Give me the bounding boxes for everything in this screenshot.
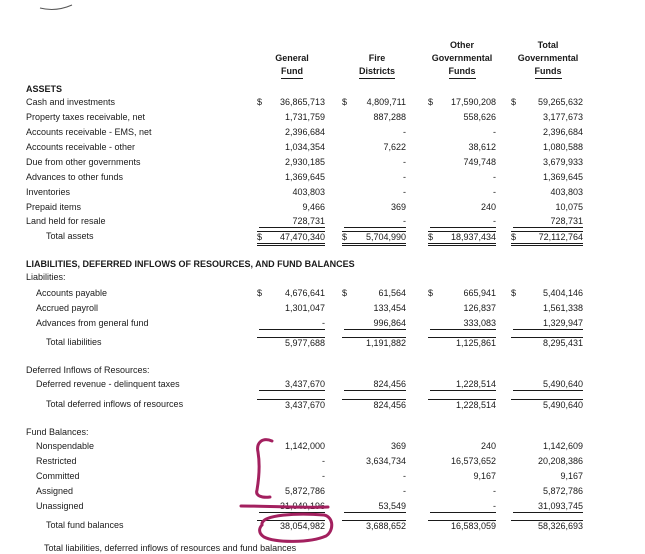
value-g-committed: -	[322, 471, 325, 481]
cell-g-total-fund-balances	[257, 520, 325, 532]
cell-o-nonspendable	[428, 441, 496, 452]
subtotal-rule	[344, 512, 406, 513]
value-g-land-held-for-resale: 728,731	[292, 216, 325, 226]
cell-g-advances-from-general-fund	[257, 318, 325, 329]
row-label-accrued-payroll: Accrued payroll	[36, 303, 99, 313]
cell-o-due-from-other-governments	[428, 157, 496, 168]
row-label-advances-to-other-funds: Advances to other funds	[26, 172, 124, 182]
cell-g-accounts-payable	[257, 288, 325, 299]
value-g-inventories: 403,803	[292, 187, 325, 197]
section-fund-balances: Fund Balances:	[26, 427, 89, 437]
cell-t-inventories	[511, 187, 583, 198]
cropped-top-text	[0, 0, 645, 12]
value-f-unassigned: 53,549	[378, 501, 406, 511]
value-t-deferred-revenue-delinquent-taxes: 5,490,640	[542, 379, 583, 389]
value-g-total-assets: 47,470,340	[279, 232, 325, 242]
section-assets: ASSETS	[26, 84, 63, 94]
value-o-inventories: -	[493, 187, 496, 197]
value-o-total-assets: 18,937,434	[450, 232, 496, 242]
cell-t-total-liabilities	[511, 337, 583, 349]
row-label-total-liabilities: Total liabilities	[46, 337, 102, 347]
value-o-accounts-receivable-other: 38,612	[468, 142, 496, 152]
row-label-deferred-revenue-delinquent-taxes: Deferred revenue - delinquent taxes	[36, 379, 180, 389]
value-f-accounts-payable: 61,564	[378, 288, 406, 298]
cell-o-committed	[428, 471, 496, 482]
value-g-advances-to-other-funds: 1,369,645	[284, 172, 325, 182]
value-t-nonspendable: 1,142,609	[542, 441, 583, 451]
cell-f-committed	[342, 471, 406, 482]
cell-o-total-deferred-inflows-of-resources	[428, 399, 496, 411]
value-o-committed: 9,167	[473, 471, 496, 481]
cell-g-property-taxes-receivable-net	[257, 112, 325, 123]
value-g-accounts-receivable-ems-net: 2,396,684	[284, 127, 325, 137]
cell-o-assigned	[428, 486, 496, 497]
row-label-total-assets: Total assets	[46, 231, 94, 241]
value-g-restricted: -	[322, 456, 325, 466]
value-g-advances-from-general-fund: -	[322, 318, 325, 328]
cell-t-accounts-receivable-ems-net	[511, 127, 583, 138]
value-f-committed: -	[403, 471, 406, 481]
subtotal-rule	[513, 227, 583, 228]
value-g-total-deferred-inflows-of-resources: 3,437,670	[284, 400, 325, 410]
cell-g-advances-to-other-funds	[257, 172, 325, 183]
cell-t-advances-from-general-fund	[511, 318, 583, 329]
value-g-accounts-receivable-other: 1,034,354	[284, 142, 325, 152]
value-f-nonspendable: 369	[390, 441, 406, 451]
subtotal-rule	[430, 512, 496, 513]
cell-f-advances-from-general-fund	[342, 318, 406, 329]
subtotal-rule	[259, 512, 325, 513]
value-f-advances-to-other-funds: -	[403, 172, 406, 182]
cell-f-total-assets	[342, 231, 406, 246]
section-deferred-inflows: Deferred Inflows of Resources:	[26, 365, 150, 375]
cell-f-advances-to-other-funds	[342, 172, 406, 183]
value-t-advances-from-general-fund: 1,329,947	[542, 318, 583, 328]
cell-f-assigned	[342, 486, 406, 497]
value-o-accounts-receivable-ems-net: -	[493, 127, 496, 137]
cell-t-assigned	[511, 486, 583, 497]
cell-o-land-held-for-resale	[428, 216, 496, 227]
cell-t-unassigned	[511, 501, 583, 512]
value-o-nonspendable: 240	[480, 441, 496, 451]
value-t-restricted: 20,208,386	[537, 456, 583, 466]
value-f-assigned: -	[403, 486, 406, 496]
cell-g-total-assets	[257, 231, 325, 246]
value-o-advances-from-general-fund: 333,083	[463, 318, 496, 328]
value-t-total-deferred-inflows-of-resources: 5,490,640	[542, 400, 583, 410]
cell-g-land-held-for-resale	[257, 216, 325, 227]
cell-g-nonspendable	[257, 441, 325, 452]
cell-g-restricted	[257, 456, 325, 467]
value-f-deferred-revenue-delinquent-taxes: 824,456	[373, 379, 406, 389]
value-t-accrued-payroll: 1,561,338	[542, 303, 583, 313]
subtotal-rule	[513, 512, 583, 513]
cell-f-property-taxes-receivable-net	[342, 112, 406, 123]
value-t-unassigned: 31,093,745	[537, 501, 583, 511]
value-o-total-deferred-inflows-of-resources: 1,228,514	[455, 400, 496, 410]
value-o-cash-and-investments: 17,590,208	[450, 97, 496, 107]
value-g-cash-and-investments: 36,865,713	[279, 97, 325, 107]
value-t-due-from-other-governments: 3,679,933	[542, 157, 583, 167]
value-f-prepaid-items: 369	[390, 202, 406, 212]
value-o-accrued-payroll: 126,837	[463, 303, 496, 313]
value-g-total-fund-balances: 38,054,982	[279, 521, 325, 531]
dollar-sign: $	[257, 97, 263, 107]
dollar-sign: $	[428, 288, 434, 298]
header-fire-districts: Fire Districts	[347, 52, 407, 79]
value-f-total-deferred-inflows-of-resources: 824,456	[373, 400, 406, 410]
cell-f-restricted	[342, 456, 406, 467]
cell-t-accrued-payroll	[511, 303, 583, 314]
cell-g-accrued-payroll	[257, 303, 325, 314]
value-f-accounts-receivable-other: 7,622	[383, 142, 406, 152]
row-label-cash-and-investments: Cash and investments	[26, 97, 116, 107]
dollar-sign: $	[511, 232, 517, 242]
value-g-unassigned: 31,040,196	[279, 501, 325, 511]
cell-o-total-fund-balances	[428, 520, 496, 532]
subtotal-rule	[344, 390, 406, 391]
cell-g-cash-and-investments	[257, 97, 325, 108]
row-label-accounts-receivable-other: Accounts receivable - other	[26, 142, 136, 152]
cell-f-inventories	[342, 187, 406, 198]
cell-t-total-assets	[511, 231, 583, 246]
cell-o-deferred-revenue-delinquent-taxes	[428, 379, 496, 390]
subtotal-rule	[513, 329, 583, 330]
dollar-sign: $	[342, 97, 348, 107]
cell-o-prepaid-items	[428, 202, 496, 213]
value-o-advances-to-other-funds: -	[493, 172, 496, 182]
value-f-cash-and-investments: 4,809,711	[366, 97, 406, 107]
row-label-property-taxes-receivable-net: Property taxes receivable, net	[26, 112, 146, 122]
cell-g-total-liabilities	[257, 337, 325, 349]
value-g-property-taxes-receivable-net: 1,731,759	[284, 112, 325, 122]
value-f-total-assets: 5,704,990	[365, 232, 406, 242]
cell-t-deferred-revenue-delinquent-taxes	[511, 379, 583, 390]
header-general-fund: General Fund	[262, 52, 322, 79]
value-t-inventories: 403,803	[550, 187, 583, 197]
row-label-nonspendable: Nonspendable	[36, 441, 95, 451]
dollar-sign: $	[257, 288, 263, 298]
cell-f-total-fund-balances	[342, 520, 406, 532]
cell-t-cash-and-investments	[511, 97, 583, 108]
value-o-deferred-revenue-delinquent-taxes: 1,228,514	[455, 379, 496, 389]
value-t-cash-and-investments: 59,265,632	[537, 97, 583, 107]
section-liabilities: Liabilities:	[26, 272, 66, 282]
cell-f-accounts-payable	[342, 288, 406, 299]
cell-t-land-held-for-resale	[511, 216, 583, 227]
row-label-total-deferred-inflows-of-resources: Total deferred inflows of resources	[46, 399, 184, 409]
subtotal-rule	[513, 390, 583, 391]
value-o-restricted: 16,573,652	[450, 456, 496, 466]
value-t-land-held-for-resale: 728,731	[550, 216, 583, 226]
row-label-restricted: Restricted	[36, 456, 77, 466]
cell-f-total-deferred-inflows-of-resources	[342, 399, 406, 411]
value-g-accrued-payroll: 1,301,047	[284, 303, 325, 313]
cell-t-prepaid-items	[511, 202, 583, 213]
cell-g-deferred-revenue-delinquent-taxes	[257, 379, 325, 390]
cell-t-restricted	[511, 456, 583, 467]
dollar-sign: $	[511, 288, 517, 298]
value-f-property-taxes-receivable-net: 887,288	[373, 112, 406, 122]
subtotal-rule	[259, 329, 325, 330]
cell-f-deferred-revenue-delinquent-taxes	[342, 379, 406, 390]
value-f-advances-from-general-fund: 996,864	[373, 318, 406, 328]
subtotal-rule	[344, 227, 406, 228]
value-f-total-fund-balances: 3,688,652	[365, 521, 406, 531]
value-f-due-from-other-governments: -	[403, 157, 406, 167]
value-o-prepaid-items: 240	[480, 202, 496, 212]
cell-f-land-held-for-resale	[342, 216, 406, 227]
dollar-sign: $	[342, 232, 348, 242]
value-o-total-liabilities: 1,125,861	[455, 338, 496, 348]
value-t-advances-to-other-funds: 1,369,645	[542, 172, 583, 182]
cell-o-cash-and-investments	[428, 97, 496, 108]
value-o-total-fund-balances: 16,583,059	[450, 521, 496, 531]
value-f-accrued-payroll: 133,454	[373, 303, 406, 313]
value-f-accounts-receivable-ems-net: -	[403, 127, 406, 137]
cell-g-due-from-other-governments	[257, 157, 325, 168]
value-t-prepaid-items: 10,075	[555, 202, 583, 212]
cell-t-accounts-receivable-other	[511, 142, 583, 153]
header-total-governmental-funds: Total Governmental Funds	[508, 39, 588, 79]
value-t-property-taxes-receivable-net: 3,177,673	[542, 112, 583, 122]
value-t-assigned: 5,872,786	[542, 486, 583, 496]
row-label-advances-from-general-fund: Advances from general fund	[36, 318, 149, 328]
value-t-total-liabilities: 8,295,431	[542, 338, 583, 348]
value-t-total-assets: 72,112,764	[538, 232, 583, 242]
subtotal-rule	[259, 390, 325, 391]
cell-g-accounts-receivable-ems-net	[257, 127, 325, 138]
cell-o-total-liabilities	[428, 337, 496, 349]
value-g-deferred-revenue-delinquent-taxes: 3,437,670	[284, 379, 325, 389]
value-f-total-liabilities: 1,191,882	[365, 338, 406, 348]
value-t-accounts-receivable-other: 1,080,588	[542, 142, 583, 152]
cell-g-assigned	[257, 486, 325, 497]
cell-g-accounts-receivable-other	[257, 142, 325, 153]
cell-f-prepaid-items	[342, 202, 406, 213]
row-label-accounts-receivable-ems-net: Accounts receivable - EMS, net	[26, 127, 152, 137]
cut-off-total-row: Total liabilities, deferred inflows of resources and fund balances	[44, 543, 297, 553]
dollar-sign: $	[428, 232, 434, 242]
row-label-inventories: Inventories	[26, 187, 71, 197]
section-liabilities-title: LIABILITIES, DEFERRED INFLOWS OF RESOURCES, AND FUND BALANCES	[26, 259, 355, 269]
dollar-sign: $	[257, 232, 263, 242]
cell-o-unassigned	[428, 501, 496, 512]
cell-f-nonspendable	[342, 441, 406, 452]
cell-t-due-from-other-governments	[511, 157, 583, 168]
row-label-assigned: Assigned	[36, 486, 74, 496]
cell-o-advances-to-other-funds	[428, 172, 496, 183]
value-g-nonspendable: 1,142,000	[284, 441, 325, 451]
row-label-committed: Committed	[36, 471, 80, 481]
cell-t-nonspendable	[511, 441, 583, 452]
value-f-restricted: 3,634,734	[365, 456, 406, 466]
value-o-due-from-other-governments: 749,748	[463, 157, 496, 167]
cell-g-inventories	[257, 187, 325, 198]
subtotal-rule	[259, 227, 325, 228]
cell-o-total-assets	[428, 231, 496, 246]
cell-o-accounts-receivable-other	[428, 142, 496, 153]
cell-g-prepaid-items	[257, 202, 325, 213]
header-other-governmental-funds: Other Governmental Funds	[423, 39, 501, 79]
value-t-accounts-receivable-ems-net: 2,396,684	[542, 127, 583, 137]
cell-o-restricted	[428, 456, 496, 467]
dollar-sign: $	[511, 97, 517, 107]
value-o-assigned: -	[493, 486, 496, 496]
value-o-land-held-for-resale: -	[493, 216, 496, 226]
row-label-total-fund-balances: Total fund balances	[46, 520, 124, 530]
value-g-due-from-other-governments: 2,930,185	[284, 157, 325, 167]
value-f-land-held-for-resale: -	[403, 216, 406, 226]
cell-f-accrued-payroll	[342, 303, 406, 314]
value-f-inventories: -	[403, 187, 406, 197]
value-t-total-fund-balances: 58,326,693	[537, 521, 583, 531]
cell-t-total-fund-balances	[511, 520, 583, 532]
cell-f-unassigned	[342, 501, 406, 512]
cell-t-accounts-payable	[511, 288, 583, 299]
row-label-land-held-for-resale: Land held for resale	[26, 216, 106, 226]
value-g-prepaid-items: 9,466	[302, 202, 325, 212]
cell-t-property-taxes-receivable-net	[511, 112, 583, 123]
cell-t-committed	[511, 471, 583, 482]
cell-t-advances-to-other-funds	[511, 172, 583, 183]
cell-o-accounts-payable	[428, 288, 496, 299]
cell-f-accounts-receivable-ems-net	[342, 127, 406, 138]
subtotal-rule	[430, 329, 496, 330]
subtotal-rule	[430, 390, 496, 391]
cell-o-accrued-payroll	[428, 303, 496, 314]
cell-o-accounts-receivable-ems-net	[428, 127, 496, 138]
row-label-unassigned: Unassigned	[36, 501, 84, 511]
cell-o-inventories	[428, 187, 496, 198]
row-label-accounts-payable: Accounts payable	[36, 288, 108, 298]
cell-g-committed	[257, 471, 325, 482]
cell-f-cash-and-investments	[342, 97, 406, 108]
value-g-total-liabilities: 5,977,688	[284, 338, 325, 348]
cell-f-due-from-other-governments	[342, 157, 406, 168]
row-label-due-from-other-governments: Due from other governments	[26, 157, 141, 167]
cell-o-advances-from-general-fund	[428, 318, 496, 329]
value-g-assigned: 5,872,786	[284, 486, 325, 496]
value-t-committed: 9,167	[560, 471, 583, 481]
value-o-unassigned: -	[493, 501, 496, 511]
cell-g-total-deferred-inflows-of-resources	[257, 399, 325, 411]
cell-o-property-taxes-receivable-net	[428, 112, 496, 123]
subtotal-rule	[344, 329, 406, 330]
cell-t-total-deferred-inflows-of-resources	[511, 399, 583, 411]
dollar-sign: $	[342, 288, 348, 298]
cell-f-total-liabilities	[342, 337, 406, 349]
row-label-prepaid-items: Prepaid items	[26, 202, 82, 212]
subtotal-rule	[430, 227, 496, 228]
dollar-sign: $	[428, 97, 434, 107]
value-g-accounts-payable: 4,676,641	[284, 288, 325, 298]
cell-g-unassigned	[257, 501, 325, 512]
value-o-accounts-payable: 665,941	[463, 288, 496, 298]
value-t-accounts-payable: 5,404,146	[542, 288, 583, 298]
cell-f-accounts-receivable-other	[342, 142, 406, 153]
value-o-property-taxes-receivable-net: 558,626	[463, 112, 496, 122]
